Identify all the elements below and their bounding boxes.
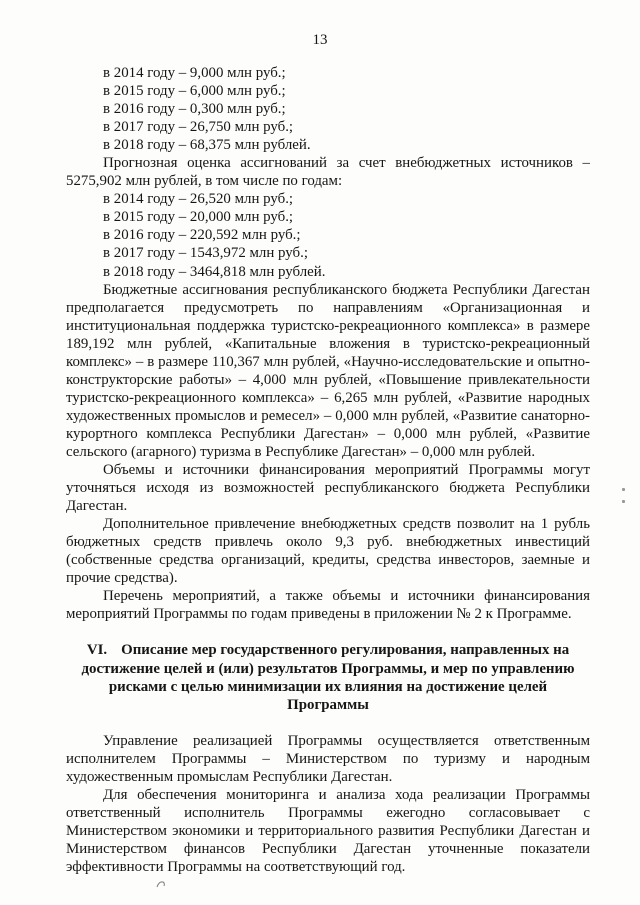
funding-list-extrabudgetary <box>66 190 590 280</box>
list-item: в 2014 году – 26,520 млн руб.; <box>103 191 294 208</box>
paragraph-additional-funds: Дополнительное привлечение внебюджетных средств позволит на 1 рубль бюджетных средств привлечь около 9,3 руб. внебюджетных инвестиций (собственные средства организаций, кредиты, средства инвесторов, заемные и прочие средства). <box>66 516 590 587</box>
paragraph-monitoring: Для обеспечения мониторинга и анализа хода реализации Программы ответственный исполнитель Программы ежегодно согласовывает с Министерством экономики и территориального развития Республики Дагестан и Министерством финансов Республики Дагестан уточненные показатели эффективности Программы на соответствующий год. <box>66 786 590 875</box>
list-item: в 2017 году – 26,750 млн руб.; <box>103 119 294 136</box>
page-number: 13 <box>312 32 328 48</box>
paragraph-volumes: Объемы и источники финансирования мероприятий Программы могут уточняться исходя из возможностей республиканского бюджета Республики Дагестан. <box>66 462 590 515</box>
list-item: в 2017 году – 1543,972 млн руб.; <box>103 245 308 262</box>
list-item: в 2016 году – 0,300 млн руб.; <box>103 101 286 118</box>
funding-list-republic <box>66 64 590 154</box>
section-title: Описание мер государственного регулирования, направленных на достижение целей и (или) результатов Программы, и мер по управлению рисками с целью минимизации их влияния на достижение целей Программы <box>81 642 575 713</box>
list-item: в 2015 году – 20,000 млн руб.; <box>103 209 294 226</box>
document-body <box>66 64 590 876</box>
list-item: в 2018 году – 3464,818 млн рублей. <box>103 263 326 280</box>
scan-speck <box>622 500 625 503</box>
list-item: в 2015 году – 6,000 млн руб.; <box>103 83 286 100</box>
scan-mark-icon <box>156 880 166 888</box>
section-heading <box>66 641 590 713</box>
paragraph-list-reference: Перечень мероприятий, а также объемы и источники финансирования мероприятий Программы по годам приведены в приложении № 2 к Программе. <box>66 588 590 623</box>
paragraph-management: Управление реализацией Программы осуществляется ответственным исполнителем Программы – Министерством по туризму и народным художественным промыслам Республики Дагестан. <box>66 732 590 785</box>
paragraph-forecast: Прогнозная оценка ассигнований за счет внебюджетных источников – 5275,902 млн рублей, в том числе по годам: <box>66 155 590 190</box>
paragraph-budget-allocations: Бюджетные ассигнования республиканского бюджета Республики Дагестан предполагается предусмотреть по направлениям «Организационная и институциональная поддержка туристско-рекреационного комплекса» в размере 189,192 млн рублей, «Капитальные вложения в туристско-рекреационный комплекс» – в размере 110,367 млн рублей, «Научно-исследовательские и опытно-конструкторские работы» – 4,000 млн рублей, «Повышение привлекательности туристско-рекреационного комплекса» – 6,265 млн рублей, «Развитие народных художественных промыслов и ремесел» – 0,000 млн рублей, «Развитие санаторно-курортного комплекса Республики Дагестан» – 0,000 млн рублей, «Развитие сельского (агарного) туризма в Республике Дагестан» – 0,000 млн рублей. <box>66 281 590 460</box>
section-number: VI. <box>86 642 108 659</box>
scan-speck <box>622 488 625 491</box>
list-item: в 2018 году – 68,375 млн рублей. <box>103 137 311 154</box>
list-item: в 2014 году – 9,000 млн руб.; <box>103 65 286 81</box>
list-item: в 2016 году – 220,592 млн руб.; <box>103 227 301 244</box>
